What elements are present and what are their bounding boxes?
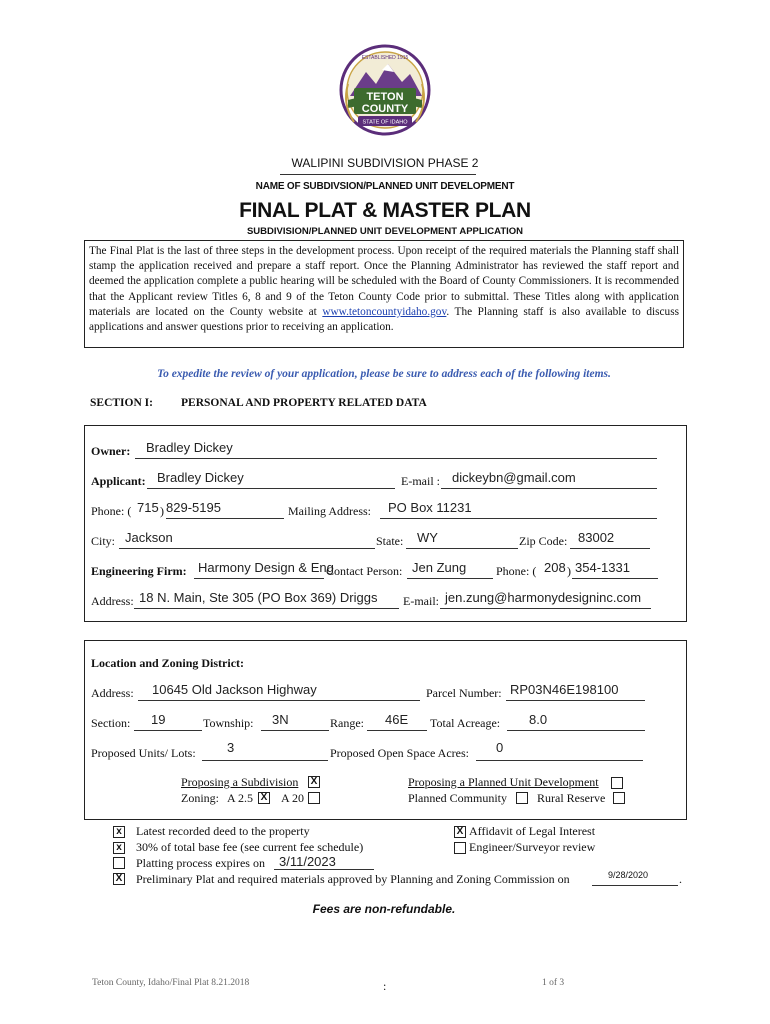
zip-label: Zip Code:	[519, 534, 568, 548]
state-line	[406, 548, 518, 549]
eng-email-label: E-mail:	[403, 594, 439, 608]
contact-label: Contact Person:	[326, 564, 403, 578]
zoning-a20-checkbox[interactable]	[308, 792, 320, 804]
footer-center: :	[383, 979, 387, 993]
intro-box	[84, 240, 684, 348]
mailing-line	[380, 518, 657, 519]
owner-field[interactable]: Bradley Dickey	[146, 440, 233, 455]
range-line	[367, 730, 427, 731]
phone-paren: )	[160, 504, 164, 518]
svg-text:COUNTY: COUNTY	[361, 103, 409, 115]
township-label: Township:	[203, 716, 254, 730]
zoning-a25-label: A 2.5	[227, 791, 254, 805]
rural-reserve-label: Rural Reserve	[537, 791, 606, 805]
intro-text-1: The Final Plat is the last of three steps in the development process. Upon receipt of the required materials the Planning staff shall stamp the application received and prepare a staff report. Once the Planning Administrator has reviewed the staff report and deemed the application complete a public hearing will be scheduled with the Board of County Commissioners. It is recommended that the Applicant review Titles 6, 8 and 9 of the Teton County Code prior to submittal. These Titles along with application materials are located on the County website at	[89, 245, 679, 318]
expires-field[interactable]: 3/11/2023	[279, 854, 336, 869]
applicant-label: Applicant:	[91, 474, 146, 488]
eng-firm-line	[194, 578, 324, 579]
email-label: E-mail :	[401, 474, 440, 488]
location-address-line	[138, 700, 420, 701]
engineer-review-label: Engineer/Surveyor review	[469, 840, 596, 854]
prelim-plat-period: .	[679, 872, 682, 886]
contact-line	[407, 578, 493, 579]
location-address-field[interactable]: 10645 Old Jackson Highway	[152, 682, 317, 697]
open-space-label: Proposed Open Space Acres:	[330, 746, 469, 760]
fees-note: Fees are non-refundable.	[312, 902, 456, 916]
eng-phone-paren: )	[567, 564, 571, 578]
section-line	[134, 730, 202, 731]
eng-address-label: Address:	[91, 594, 134, 608]
units-line	[202, 760, 328, 761]
proposing-subdivision-label: Proposing a Subdivision	[181, 775, 299, 789]
applicant-field[interactable]: Bradley Dickey	[157, 470, 244, 485]
units-label: Proposed Units/ Lots:	[91, 746, 196, 760]
subdivision-name-underline	[280, 174, 476, 175]
county-website-link[interactable]: www.tetoncountyidaho.gov	[322, 305, 447, 318]
parcel-label: Parcel Number:	[426, 686, 502, 700]
fee-checkbox[interactable]: x	[113, 842, 125, 854]
proposing-pud-label: Proposing a Planned Unit Development	[408, 775, 599, 789]
page-subtitle: SUBDIVISION/PLANNED UNIT DEVELOPMENT APPLICATION	[246, 226, 524, 237]
zoning-a25-checkbox[interactable]: X	[258, 792, 270, 804]
prelim-plat-label: Preliminary Plat and required materials approved by Planning and Zoning Commission on	[136, 872, 570, 886]
zoning-label: Zoning:	[181, 791, 219, 805]
expires-line	[274, 869, 374, 870]
affidavit-checkbox[interactable]: X	[454, 826, 466, 838]
phone-area-field[interactable]: 715	[137, 500, 159, 515]
zip-line	[570, 548, 650, 549]
acreage-line	[507, 730, 645, 731]
zip-field[interactable]: 83002	[578, 530, 615, 545]
deed-label: Latest recorded deed to the property	[136, 824, 310, 838]
acreage-field[interactable]: 8.0	[529, 712, 548, 727]
state-label: State:	[376, 534, 404, 548]
eng-email-line	[440, 608, 651, 609]
eng-firm-field[interactable]: Harmony Design & Eng	[198, 560, 334, 575]
open-space-field[interactable]: 0	[496, 740, 504, 755]
proposing-subdivision-checkbox[interactable]: X	[308, 776, 320, 788]
subdivision-caption: NAME OF SUBDIVSION/PLANNED UNIT DEVELOPMENT	[255, 181, 515, 192]
owner-line	[135, 458, 657, 459]
units-field[interactable]: 3	[227, 740, 235, 755]
section-field[interactable]: 19	[151, 712, 166, 727]
section-number: SECTION I:	[90, 397, 153, 409]
expires-checkbox[interactable]	[113, 857, 125, 869]
prelim-plat-checkbox[interactable]: X	[113, 873, 125, 885]
phone-line	[166, 518, 284, 519]
svg-text:STATE OF IDAHO: STATE OF IDAHO	[362, 119, 408, 126]
mailing-field[interactable]: PO Box 11231	[388, 500, 472, 515]
engineer-review-checkbox[interactable]	[454, 842, 466, 854]
subdivision-name[interactable]: WALIPINI SUBDIVISION PHASE 2	[291, 156, 479, 170]
location-address-label: Address:	[91, 686, 134, 700]
intro-text-2: . The Planning staff is also available to discuss applications and answer questions prior to receiving an application.	[89, 305, 679, 334]
township-line	[261, 730, 329, 731]
mailing-label: Mailing Address:	[288, 504, 371, 518]
eng-phone-label: Phone: (	[496, 564, 537, 578]
eng-email-field[interactable]: jen.zung@harmonydesigninc.com	[445, 590, 642, 605]
city-field[interactable]: Jackson	[125, 530, 173, 545]
footer-left: Teton County, Idaho/Final Plat 8.21.2018	[92, 978, 250, 988]
planned-community-label: Planned Community	[408, 791, 507, 805]
parcel-line	[506, 700, 645, 701]
city-label: City:	[91, 534, 116, 548]
range-label: Range:	[330, 716, 364, 730]
eng-address-field[interactable]: 18 N. Main, Ste 305 (PO Box 369) Driggs	[139, 590, 378, 605]
location-heading: Location and Zoning District:	[91, 656, 245, 670]
page-title: FINAL PLAT & MASTER PLAN	[239, 199, 531, 222]
section-label: Section:	[91, 716, 131, 730]
range-field[interactable]: 46E	[385, 712, 409, 727]
teton-county-seal	[338, 44, 432, 144]
email-field[interactable]: dickeybn@gmail.com	[452, 470, 576, 485]
city-line	[119, 548, 375, 549]
expedite-note: To expedite the review of your application, please be sure to address each of the following items.	[157, 368, 611, 380]
svg-text:ESTABLISHED 1915: ESTABLISHED 1915	[361, 55, 409, 61]
fee-label: 30% of total base fee (see current fee schedule)	[136, 840, 364, 854]
footer-page: 1 of 3	[542, 978, 565, 988]
affidavit-label: Affidavit of Legal Interest	[469, 824, 596, 838]
parcel-field[interactable]: RP03N46E198100	[510, 682, 619, 697]
email-line	[441, 488, 657, 489]
open-space-line	[476, 760, 643, 761]
state-field[interactable]: WY	[417, 530, 438, 545]
contact-field[interactable]: Jen Zung	[412, 560, 467, 575]
eng-phone-line	[572, 578, 658, 579]
eng-firm-label: Engineering Firm:	[91, 564, 187, 578]
eng-address-line	[134, 608, 399, 609]
phone-number-field[interactable]: 829-5195	[166, 500, 221, 515]
section-title: PERSONAL AND PROPERTY RELATED DATA	[181, 397, 427, 409]
applicant-line	[147, 488, 395, 489]
expires-label: Platting process expires on	[136, 856, 265, 870]
phone-label: Phone: (	[91, 504, 132, 518]
prelim-plat-date-field[interactable]: 9/28/2020	[608, 870, 649, 880]
owner-label: Owner:	[91, 444, 131, 458]
acreage-label: Total Acreage:	[430, 716, 501, 730]
svg-text:TETON: TETON	[366, 91, 404, 103]
eng-phone-area-field[interactable]: 208	[544, 560, 566, 575]
zoning-a20-label: A 20	[281, 791, 305, 805]
rural-reserve-checkbox[interactable]	[613, 792, 625, 804]
prelim-plat-line	[592, 885, 678, 886]
deed-checkbox[interactable]: x	[113, 826, 125, 838]
planned-community-checkbox[interactable]	[516, 792, 528, 804]
eng-phone-number-field[interactable]: 354-1331	[575, 560, 630, 575]
township-field[interactable]: 3N	[272, 712, 289, 727]
proposing-pud-checkbox[interactable]	[611, 777, 623, 789]
